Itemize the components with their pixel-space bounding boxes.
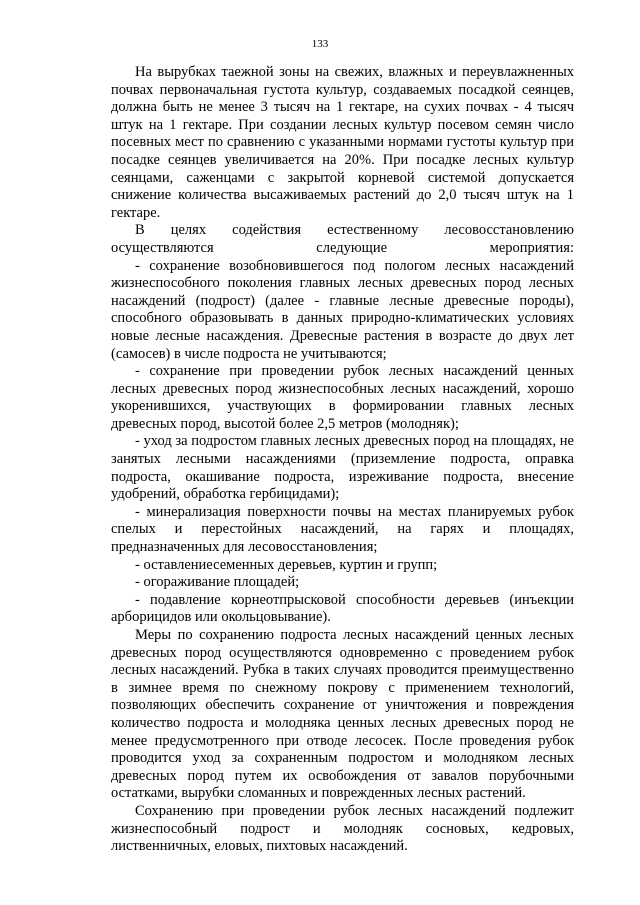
list-item-seed-trees: - оставлениесеменных деревьев, куртин и групп; [135,556,438,573]
list-item-soil-mineralization: - минерализация поверхности почвы на местах планируемых рубок спелых и перестойных насаждений, на гарях и площадях, предназначенных для лесовосстановления; [111,503,574,556]
list-item-root-sucker-suppression: - подавление корнеотпрысковой способности деревьев (инъекции арборицидов или окольцовывание). [111,591,574,626]
document-body [111,64,574,856]
page-number: 133 [311,38,329,50]
paragraph-preserved-species: Сохранению при проведении рубок лесных насаждений подлежит жизнеспособный подрост и молодняк сосновых, кедровых, лиственничных, еловых, пихтовых насаждений. [111,802,574,855]
paragraph-natural-regeneration-intro: В целях содействия естественному лесовосстановлению осуществляются следующие мероприятия: [111,222,574,256]
list-item-young-stand-preservation: - сохранение при проведении рубок лесных насаждений ценных лесных древесных пород жизнеспособных лесных насаждений, хорошо укоренившихся, участвующих в формировании главных лесных древесных пород, высотой более 2,5 метров (молодняк); [111,363,574,432]
list-item-fencing: - огораживание площадей; [135,574,300,591]
paragraph-reforestation-density: На вырубках таежной зоны на свежих, влажных и переувлажненных почвах первоначальная густота культур, создаваемых посадкой сеянцев, должна быть не менее 3 тысяч на 1 гектаре, на сухих почвах - 4 тысяч штук на 1 гектаре. При создании лесных культур посевом семян число посевных мест по сравнению с указанными нормами густоты культур при посадке сеянцев увеличивается на 20%. При посадке лесных культур сеянцами, саженцами с закрытой корневой системой допускается снижение количества высаживаемых растений до 2,0 тысяч штук на 1 гектаре. [111,64,574,221]
paragraph-undergrowth-measures: Меры по сохранению подроста лесных насаждений ценных лесных древесных пород осуществляются одновременно с проведением рубок лесных насаждений. Рубка в таких случаях проводится преимущественно в зимнее время по снежному покрову с применением технологий, позволяющих обеспечить сохранение от уничтожения и повреждения количество подроста и молодняка ценных лесных древесных пород не менее предусмотренного при отводе лесосек. После проведения рубок проводится уход за сохраненным подростом и молодняком лесных древесных пород путем их освобождения от завалов порубочными остатками, вырубки сломанных и поврежденных лесных растений. [111,627,574,802]
list-item-undergrowth-care: - уход за подростом главных лесных древесных пород на площадях, не занятых лесными насаждениями (приземление подроста, оправка подроста, окашивание подроста, изреживание подроста, внесение удобрений, обработка гербицидами); [111,433,574,503]
list-item-undergrowth-preservation: - сохранение возобновившегося под пологом лесных насаждений жизнеспособного поколения главных лесных древесных пород лесных насаждений (подрост) (далее - главные лесные древесные породы), способного образовывать в данных природно-климатических условиях новые лесные насаждения. Древесные растения в возрасте до двух лет (самосев) в числе подроста не учитываются; [111,257,574,362]
